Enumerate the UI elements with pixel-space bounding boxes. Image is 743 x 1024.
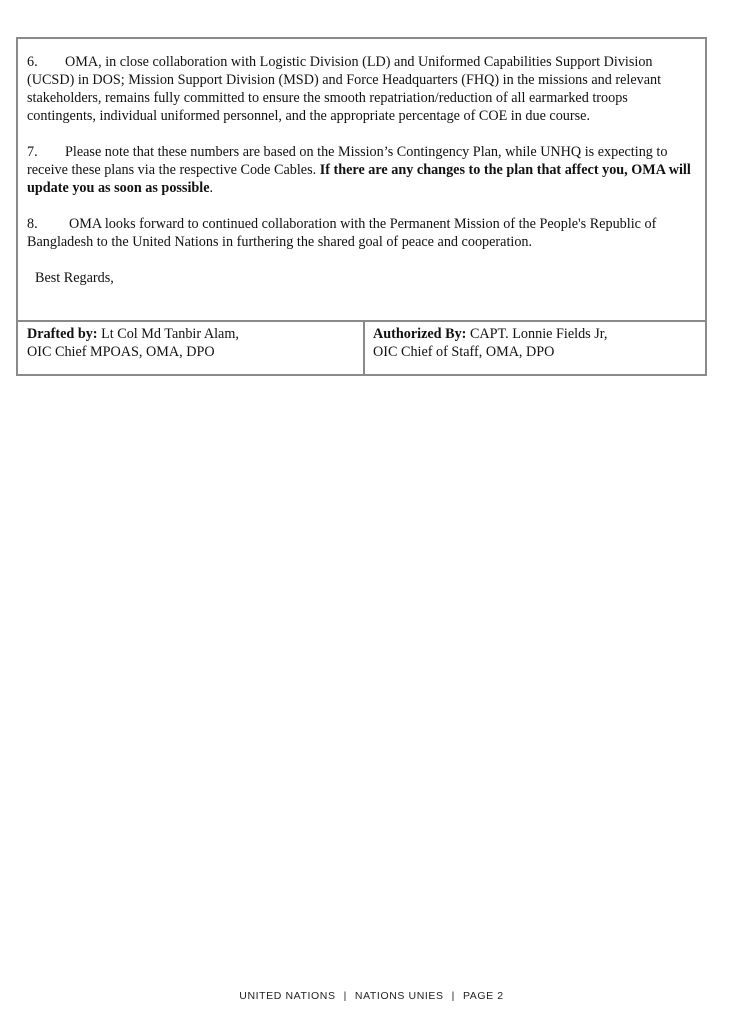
drafted-by-label: Drafted by: <box>27 326 98 342</box>
footer-org-fr: NATIONS UNIES <box>354 990 444 1002</box>
page-footer <box>0 990 743 1002</box>
authorized-by-cell <box>365 322 705 374</box>
authorized-by-title: OIC Chief of Staff, OMA, DPO <box>373 344 555 360</box>
paragraph-number: 8. <box>27 216 38 232</box>
paragraph-number: 6. <box>27 54 38 70</box>
closing-text: Best Regards, <box>35 270 114 286</box>
authorized-by-label: Authorized By: <box>373 326 467 342</box>
paragraph-text: OMA looks forward to continued collaboration with the Permanent Mission of the People's Republic of Bangladesh to the United Nations in furthering the shared goal of peace and cooperation. <box>27 216 657 250</box>
memo-body-cell <box>18 39 705 322</box>
paragraph-6 <box>27 53 699 125</box>
paragraph-text: Please note that these numbers are based on the Mission’s Contingency Plan, while UNHQ is expecting to receive these plans via the respective Code Cables. <box>27 144 668 178</box>
paragraph-7 <box>27 143 699 197</box>
drafted-by-name: Lt Col Md Tanbir Alam, <box>97 326 239 342</box>
memo-table <box>16 37 707 376</box>
footer-page-number: PAGE 2 <box>462 990 504 1002</box>
paragraph-number: 7. <box>27 144 38 160</box>
drafted-by-cell <box>18 322 365 374</box>
footer-org-en: UNITED NATIONS <box>239 990 336 1002</box>
authorized-by-name: CAPT. Lonnie Fields Jr, <box>466 326 608 342</box>
footer-separator: | <box>451 990 455 1002</box>
paragraph-tail: . <box>209 180 214 196</box>
paragraph-8 <box>27 215 699 251</box>
drafted-by-title: OIC Chief MPOAS, OMA, DPO <box>27 344 215 360</box>
authorized-by-line <box>373 325 699 343</box>
paragraph-bold-text: If there are any changes to the plan that affect you, OMA will update you as soon as possible <box>27 162 691 196</box>
signature-row <box>18 322 705 374</box>
paragraph-text: OMA, in close collaboration with Logistic Division (LD) and Uniformed Capabilities Support Division (UCSD) in DOS; Mission Support Division (MSD) and Force Headquarters (FHQ) in the missions and relevant stakeholders, remains fully committed to ensure the smooth repatriation/reduction of all earmarked troops contingents, individual uniformed personnel, and the appropriate percentage of COE in due course. <box>27 54 662 124</box>
footer-separator: | <box>343 990 347 1002</box>
drafted-by-line <box>27 325 357 343</box>
